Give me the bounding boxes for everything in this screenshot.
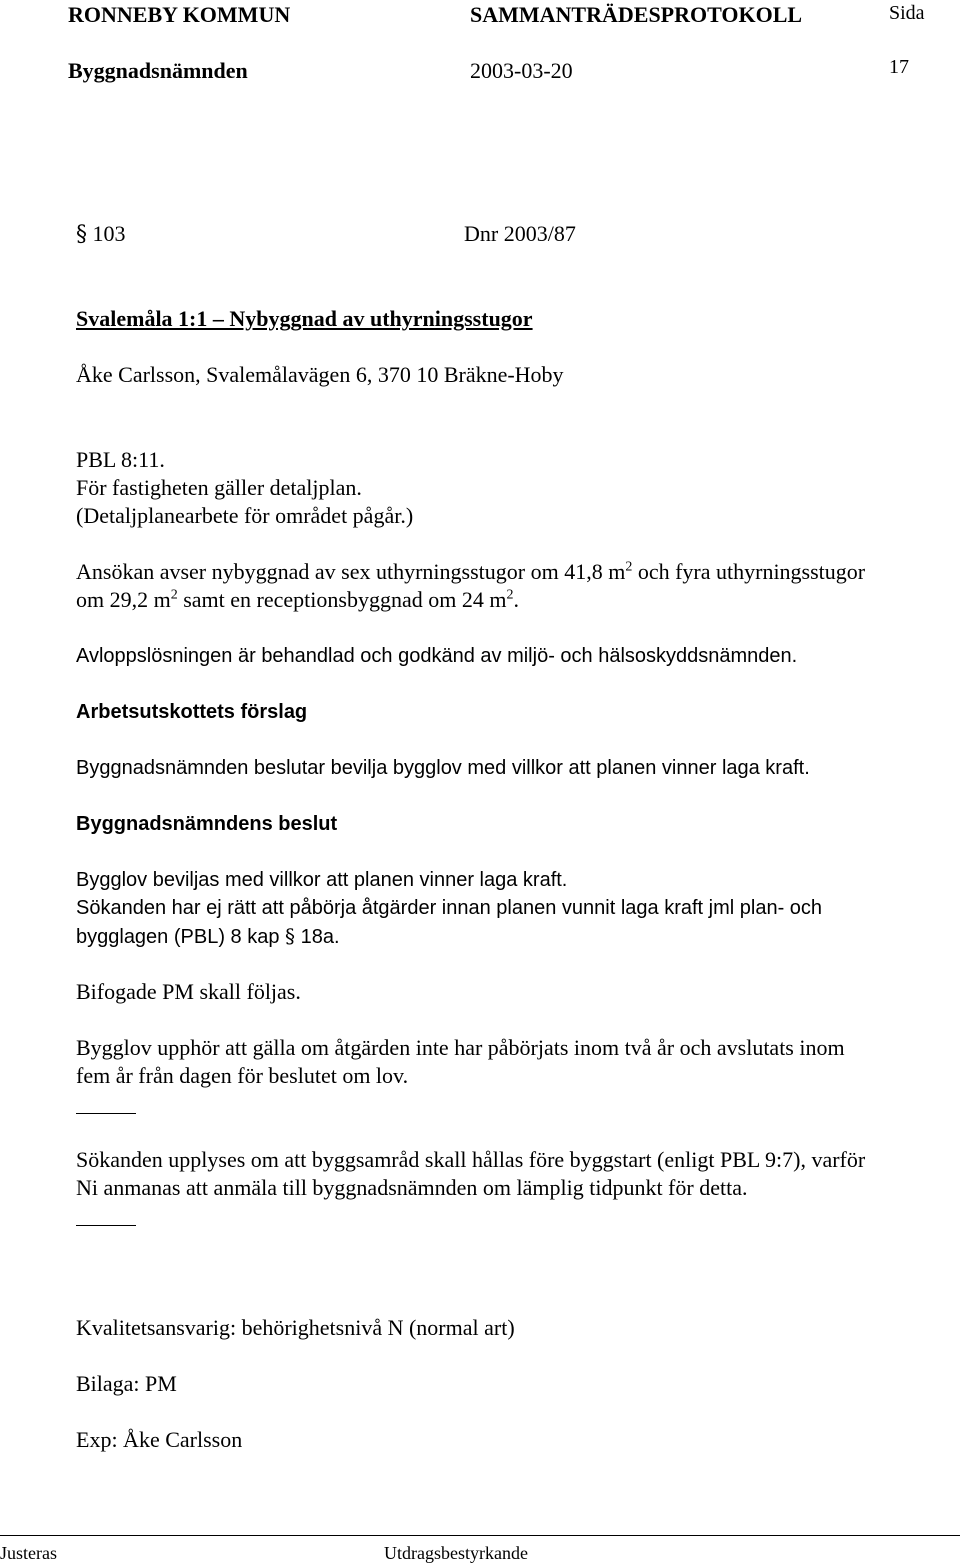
decision-line-2: Sökanden har ej rätt att påbörja åtgärder innan planen vunnit laga kraft jml plan- och [76, 897, 823, 919]
separator-line [76, 1113, 136, 1114]
proposal-text: Byggnadsnämnden beslutar bevilja bygglov med villkor att planen vinner laga kraft. [76, 757, 810, 779]
expiry-line-1: Bygglov upphör att gälla om åtgärden inte har påbörjats inom två år och avslutats inom [76, 1035, 845, 1060]
decision-heading: Byggnadsnämndens beslut [76, 813, 338, 835]
application-line-2 [76, 586, 519, 614]
footer-justeras: Justeras [0, 1543, 57, 1563]
page-label: Sida [889, 2, 925, 24]
application-text: . [513, 587, 519, 612]
proposal-heading: Arbetsutskottets förslag [76, 701, 308, 723]
application-text: om 29,2 m [76, 587, 171, 612]
dnr: Dnr 2003/87 [464, 221, 576, 246]
org-name: RONNEBY KOMMUN [68, 2, 291, 27]
application-text: och fyra uthyrningsstugor [632, 559, 866, 584]
case-number-value: 103 [92, 221, 126, 246]
info-line-1: Sökanden upplyses om att byggsamråd skall hållas före byggstart (enligt PBL 9:7), varför [76, 1147, 866, 1172]
footer-rule [0, 1535, 960, 1536]
pbl-reference: PBL 8:11. [76, 447, 165, 472]
plan-status: För fastigheten gäller detaljplan. [76, 475, 362, 500]
expiry-line-2: fem år från dagen för beslutet om lov. [76, 1063, 409, 1088]
quality-responsible: Kvalitetsansvarig: behörighetsnivå N (normal art) [76, 1315, 515, 1340]
sewage-statement: Avloppslösningen är behandlad och godkänd av miljö- och hälsoskyddsnämnden. [76, 645, 798, 667]
superscript: 2 [170, 587, 178, 603]
applicant: Åke Carlsson, Svalemålavägen 6, 370 10 Bräkne-Hoby [76, 362, 564, 387]
superscript: 2 [506, 587, 514, 603]
document-type: SAMMANTRÄDESPROTOKOLL [470, 2, 803, 27]
separator-line [76, 1225, 136, 1226]
case-title: Svalemåla 1:1 – Nybyggnad av uthyrningsstugor [76, 306, 533, 331]
decision-text: bygglagen (PBL) 8 kap [76, 926, 286, 948]
case-number [76, 220, 126, 249]
application-text: samt en receptionsbyggnad om 24 m [177, 587, 507, 612]
application-line-1 [76, 558, 865, 586]
decision-line-1: Bygglov beviljas med villkor att planen vinner laga kraft. [76, 869, 568, 891]
application-text: Ansökan avser nybyggnad av sex uthyrningsstugor om 41,8 m [76, 559, 626, 584]
plan-note: (Detaljplanearbete för området pågår.) [76, 503, 414, 528]
expedition: Exp: Åke Carlsson [76, 1427, 243, 1452]
superscript: 2 [625, 559, 633, 575]
pm-note: Bifogade PM skall följas. [76, 979, 301, 1004]
footer-utdragsbestyrkande: Utdragsbestyrkande [384, 1543, 528, 1563]
decision-line-3 [76, 922, 340, 951]
attachment: Bilaga: PM [76, 1371, 177, 1396]
info-line-2: Ni anmanas att anmäla till byggnadsnämnden om lämplig tidpunkt för detta. [76, 1175, 748, 1200]
section-symbol: § [76, 222, 87, 247]
meeting-date: 2003-03-20 [470, 58, 573, 83]
committee-name: Byggnadsnämnden [68, 58, 248, 83]
section-symbol: § [285, 924, 296, 948]
decision-text: 18a. [295, 926, 340, 948]
page-number: 17 [889, 56, 909, 78]
